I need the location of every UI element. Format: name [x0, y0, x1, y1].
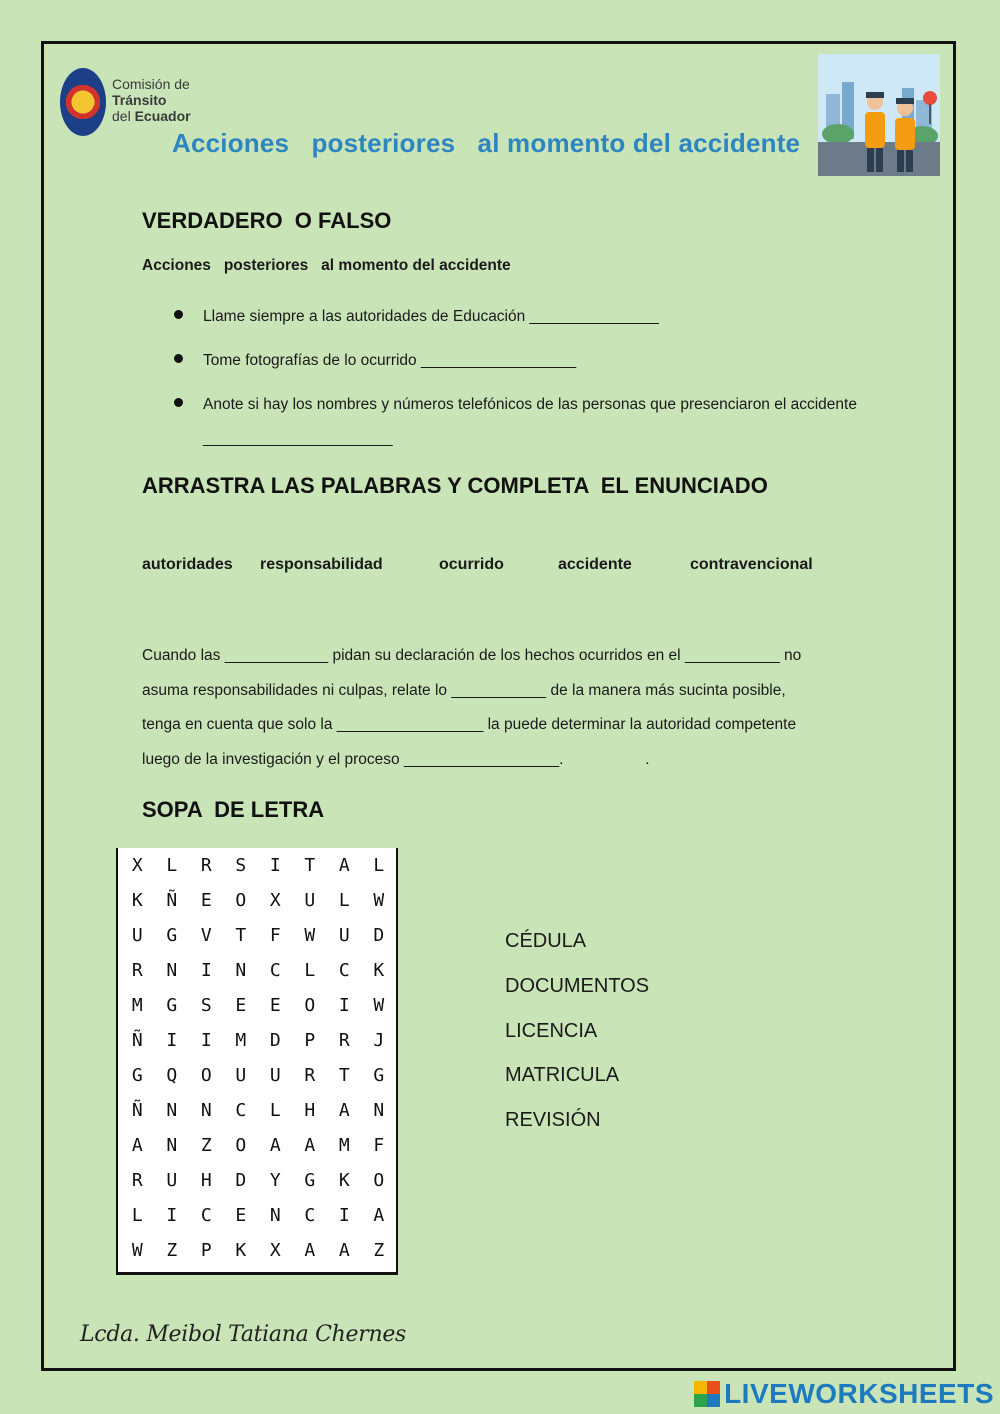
grid-letter[interactable]: U	[304, 890, 316, 911]
grid-letter[interactable]: I	[166, 1205, 178, 1226]
list-item-text: Anote si hay los nombres y números telefónicos de las personas que presenciaron el accidente ______________________	[203, 396, 857, 447]
grid-letter[interactable]: K	[338, 1170, 350, 1191]
grid-letter[interactable]: N	[235, 960, 247, 981]
fill-in-paragraph	[142, 639, 858, 777]
word-search-word-list	[505, 924, 649, 1148]
list-item[interactable]	[172, 344, 576, 378]
draggable-word-autoridades[interactable]: autoridades	[142, 556, 233, 573]
draggable-word-contravencional[interactable]: contravencional	[690, 556, 813, 573]
author-signature: Lcda. Meibol Tatiana Chernes	[80, 1322, 407, 1347]
brand-text: LIVEWORKSHEETS	[724, 1378, 994, 1409]
grid-letter[interactable]: L	[338, 890, 350, 911]
grid-letter[interactable]: O	[200, 1065, 212, 1086]
grid-letter[interactable]: F	[269, 925, 281, 946]
word-search-word: REVISIÓN	[505, 1109, 601, 1132]
drag-words-heading: ARRASTRA LAS PALABRAS Y COMPLETA EL ENUNCIADO	[142, 473, 768, 498]
grid-row	[118, 1093, 396, 1128]
grid-row	[118, 883, 396, 918]
grid-letter[interactable]: U	[166, 1170, 178, 1191]
liveworksheets-brand[interactable]	[694, 1377, 994, 1411]
draggable-word-bank	[142, 556, 842, 576]
grid-letter[interactable]: N	[269, 1205, 281, 1226]
grid-letter[interactable]: R	[131, 1170, 143, 1191]
grid-row	[118, 988, 396, 1023]
grid-letter[interactable]: A	[338, 1100, 350, 1121]
grid-letter[interactable]: D	[269, 1030, 281, 1051]
grid-letter[interactable]: L	[373, 855, 385, 876]
grid-letter[interactable]: W	[373, 995, 385, 1016]
list-item-text: Llame siempre a las autoridades de Educación _______________	[203, 308, 659, 325]
word-search-word: DOCUMENTOS	[505, 974, 650, 997]
draggable-word-responsabilidad[interactable]: responsabilidad	[260, 556, 383, 573]
grid-row	[118, 1058, 396, 1093]
grid-letter[interactable]: L	[166, 855, 178, 876]
draggable-word-accidente[interactable]: accidente	[558, 556, 632, 573]
grid-letter[interactable]: W	[373, 890, 385, 911]
grid-letter[interactable]: I	[200, 1030, 212, 1051]
grid-letter[interactable]: Ñ	[131, 1100, 143, 1121]
grid-letter[interactable]: A	[338, 855, 350, 876]
grid-letter[interactable]: E	[200, 890, 212, 911]
grid-letter[interactable]: T	[235, 925, 247, 946]
grid-letter[interactable]: I	[338, 995, 350, 1016]
ctе-logo	[60, 68, 190, 138]
grid-letter[interactable]: R	[200, 855, 212, 876]
grid-row	[118, 1023, 396, 1058]
grid-letter[interactable]: A	[373, 1205, 385, 1226]
grid-letter[interactable]: E	[269, 995, 281, 1016]
grid-letter[interactable]: H	[200, 1170, 212, 1191]
grid-letter[interactable]: P	[200, 1240, 212, 1261]
grid-letter[interactable]: N	[166, 1135, 178, 1156]
grid-letter[interactable]: Z	[373, 1240, 385, 1261]
grid-letter[interactable]: C	[338, 960, 350, 981]
grid-letter[interactable]: G	[166, 995, 178, 1016]
grid-letter[interactable]: U	[269, 1065, 281, 1086]
grid-letter[interactable]: U	[131, 925, 143, 946]
grid-letter[interactable]: A	[304, 1135, 316, 1156]
bullet-icon	[174, 398, 183, 407]
grid-letter[interactable]: O	[304, 995, 316, 1016]
grid-letter[interactable]: H	[304, 1100, 316, 1121]
true-false-subheading: Acciones posteriores al momento del accidente	[142, 257, 511, 274]
grid-letter[interactable]: Z	[166, 1240, 178, 1261]
grid-letter[interactable]: R	[131, 960, 143, 981]
grid-letter[interactable]: V	[200, 925, 212, 946]
grid-row	[118, 848, 396, 883]
grid-letter[interactable]: J	[373, 1030, 385, 1051]
traffic-officers-illustration	[818, 54, 940, 176]
grid-letter[interactable]: N	[166, 1100, 178, 1121]
grid-letter[interactable]: R	[338, 1030, 350, 1051]
grid-letter[interactable]: E	[235, 995, 247, 1016]
grid-letter[interactable]: N	[200, 1100, 212, 1121]
grid-letter[interactable]: C	[200, 1205, 212, 1226]
grid-letter[interactable]: K	[131, 890, 143, 911]
grid-letter[interactable]: L	[131, 1205, 143, 1226]
bullet-icon	[174, 310, 183, 319]
grid-letter[interactable]: U	[235, 1065, 247, 1086]
grid-row	[118, 1233, 396, 1268]
grid-letter[interactable]: U	[338, 925, 350, 946]
grid-letter[interactable]: D	[235, 1170, 247, 1191]
grid-letter[interactable]: S	[200, 995, 212, 1016]
grid-letter[interactable]: P	[304, 1030, 316, 1051]
grid-letter[interactable]: G	[304, 1170, 316, 1191]
grid-letter[interactable]: Z	[200, 1135, 212, 1156]
grid-letter[interactable]: N	[166, 960, 178, 981]
paragraph-line[interactable]: luego de la investigación y el proceso __________________. .	[142, 750, 650, 768]
grid-letter[interactable]: Y	[269, 1170, 281, 1191]
list-item[interactable]	[172, 388, 863, 456]
grid-letter[interactable]: K	[373, 960, 385, 981]
grid-letter[interactable]: M	[131, 995, 143, 1016]
word-search-heading: SOPA DE LETRA	[142, 797, 325, 822]
logo-line-2: Tránsito	[112, 92, 167, 108]
grid-letter[interactable]: A	[304, 1240, 316, 1261]
grid-letter[interactable]: E	[235, 1205, 247, 1226]
grid-letter[interactable]: O	[235, 1135, 247, 1156]
grid-letter[interactable]: G	[373, 1065, 385, 1086]
paragraph-line[interactable]: tenga en cuenta que solo la _________________ la puede determinar la autoridad competente	[142, 716, 797, 733]
grid-row	[118, 1198, 396, 1233]
bullet-icon	[174, 354, 183, 363]
grid-letter[interactable]: I	[269, 855, 281, 876]
grid-letter[interactable]: L	[304, 960, 316, 981]
grid-row	[118, 953, 396, 988]
grid-row	[118, 1128, 396, 1163]
grid-letter[interactable]: Ñ	[166, 890, 178, 911]
grid-letter[interactable]: O	[235, 890, 247, 911]
grid-letter[interactable]: I	[166, 1030, 178, 1051]
grid-letter[interactable]: G	[166, 925, 178, 946]
paragraph-line[interactable]: asuma responsabilidades ni culpas, relate lo ___________ de la manera más sucinta posible,	[142, 681, 786, 699]
grid-letter[interactable]: R	[304, 1065, 316, 1086]
grid-letter[interactable]: Q	[166, 1065, 178, 1086]
logo-line-1: Comisión de	[112, 76, 190, 92]
grid-row	[118, 918, 396, 953]
grid-letter[interactable]: C	[269, 960, 281, 981]
true-false-heading: VERDADERO O FALSO	[142, 208, 392, 233]
grid-letter[interactable]: W	[304, 925, 316, 946]
word-search-word: LICENCIA	[505, 1019, 598, 1042]
grid-letter[interactable]: L	[269, 1100, 281, 1121]
page-title: Acciones posteriores al momento del accidente	[172, 128, 801, 158]
grid-letter[interactable]: I	[338, 1205, 350, 1226]
liveworksheets-logo-icon	[694, 1381, 720, 1407]
grid-letter[interactable]: X	[269, 1240, 281, 1261]
grid-letter[interactable]: W	[131, 1240, 143, 1261]
ecuador-transit-seal-icon	[60, 68, 106, 136]
word-search-grid[interactable]	[116, 848, 398, 1275]
grid-letter[interactable]: S	[235, 855, 247, 876]
word-search-word: CÉDULA	[505, 930, 587, 952]
grid-letter[interactable]: M	[235, 1030, 247, 1051]
grid-letter[interactable]: I	[200, 960, 212, 981]
grid-letter[interactable]: G	[131, 1065, 143, 1086]
logo-line-3: del Ecuador	[112, 108, 191, 124]
grid-letter[interactable]: X	[269, 890, 281, 911]
grid-letter[interactable]: X	[131, 855, 143, 876]
grid-letter[interactable]: A	[338, 1240, 350, 1261]
list-item[interactable]	[172, 300, 659, 334]
grid-letter[interactable]: D	[373, 925, 385, 946]
grid-letter[interactable]: A	[131, 1135, 143, 1156]
draggable-word-ocurrido[interactable]: ocurrido	[439, 556, 504, 573]
grid-letter[interactable]: T	[338, 1065, 350, 1086]
grid-letter[interactable]: K	[235, 1240, 247, 1261]
grid-letter[interactable]: O	[373, 1170, 385, 1191]
grid-letter[interactable]: M	[338, 1135, 350, 1156]
grid-letter[interactable]: N	[373, 1100, 385, 1121]
logo-text	[112, 76, 202, 124]
paragraph-line[interactable]: Cuando las ____________ pidan su declaración de los hechos ocurridos en el ___________ no	[142, 647, 802, 664]
grid-letter[interactable]: A	[269, 1135, 281, 1156]
grid-letter[interactable]: Ñ	[131, 1030, 143, 1051]
grid-letter[interactable]: C	[235, 1100, 247, 1121]
grid-letter[interactable]: F	[373, 1135, 385, 1156]
grid-row	[118, 1163, 396, 1198]
grid-letter[interactable]: T	[304, 855, 316, 876]
list-item-text: Tome fotografías de lo ocurrido __________________	[203, 352, 577, 369]
word-search-word: MATRICULA	[505, 1064, 620, 1087]
grid-letter[interactable]: C	[304, 1205, 316, 1226]
